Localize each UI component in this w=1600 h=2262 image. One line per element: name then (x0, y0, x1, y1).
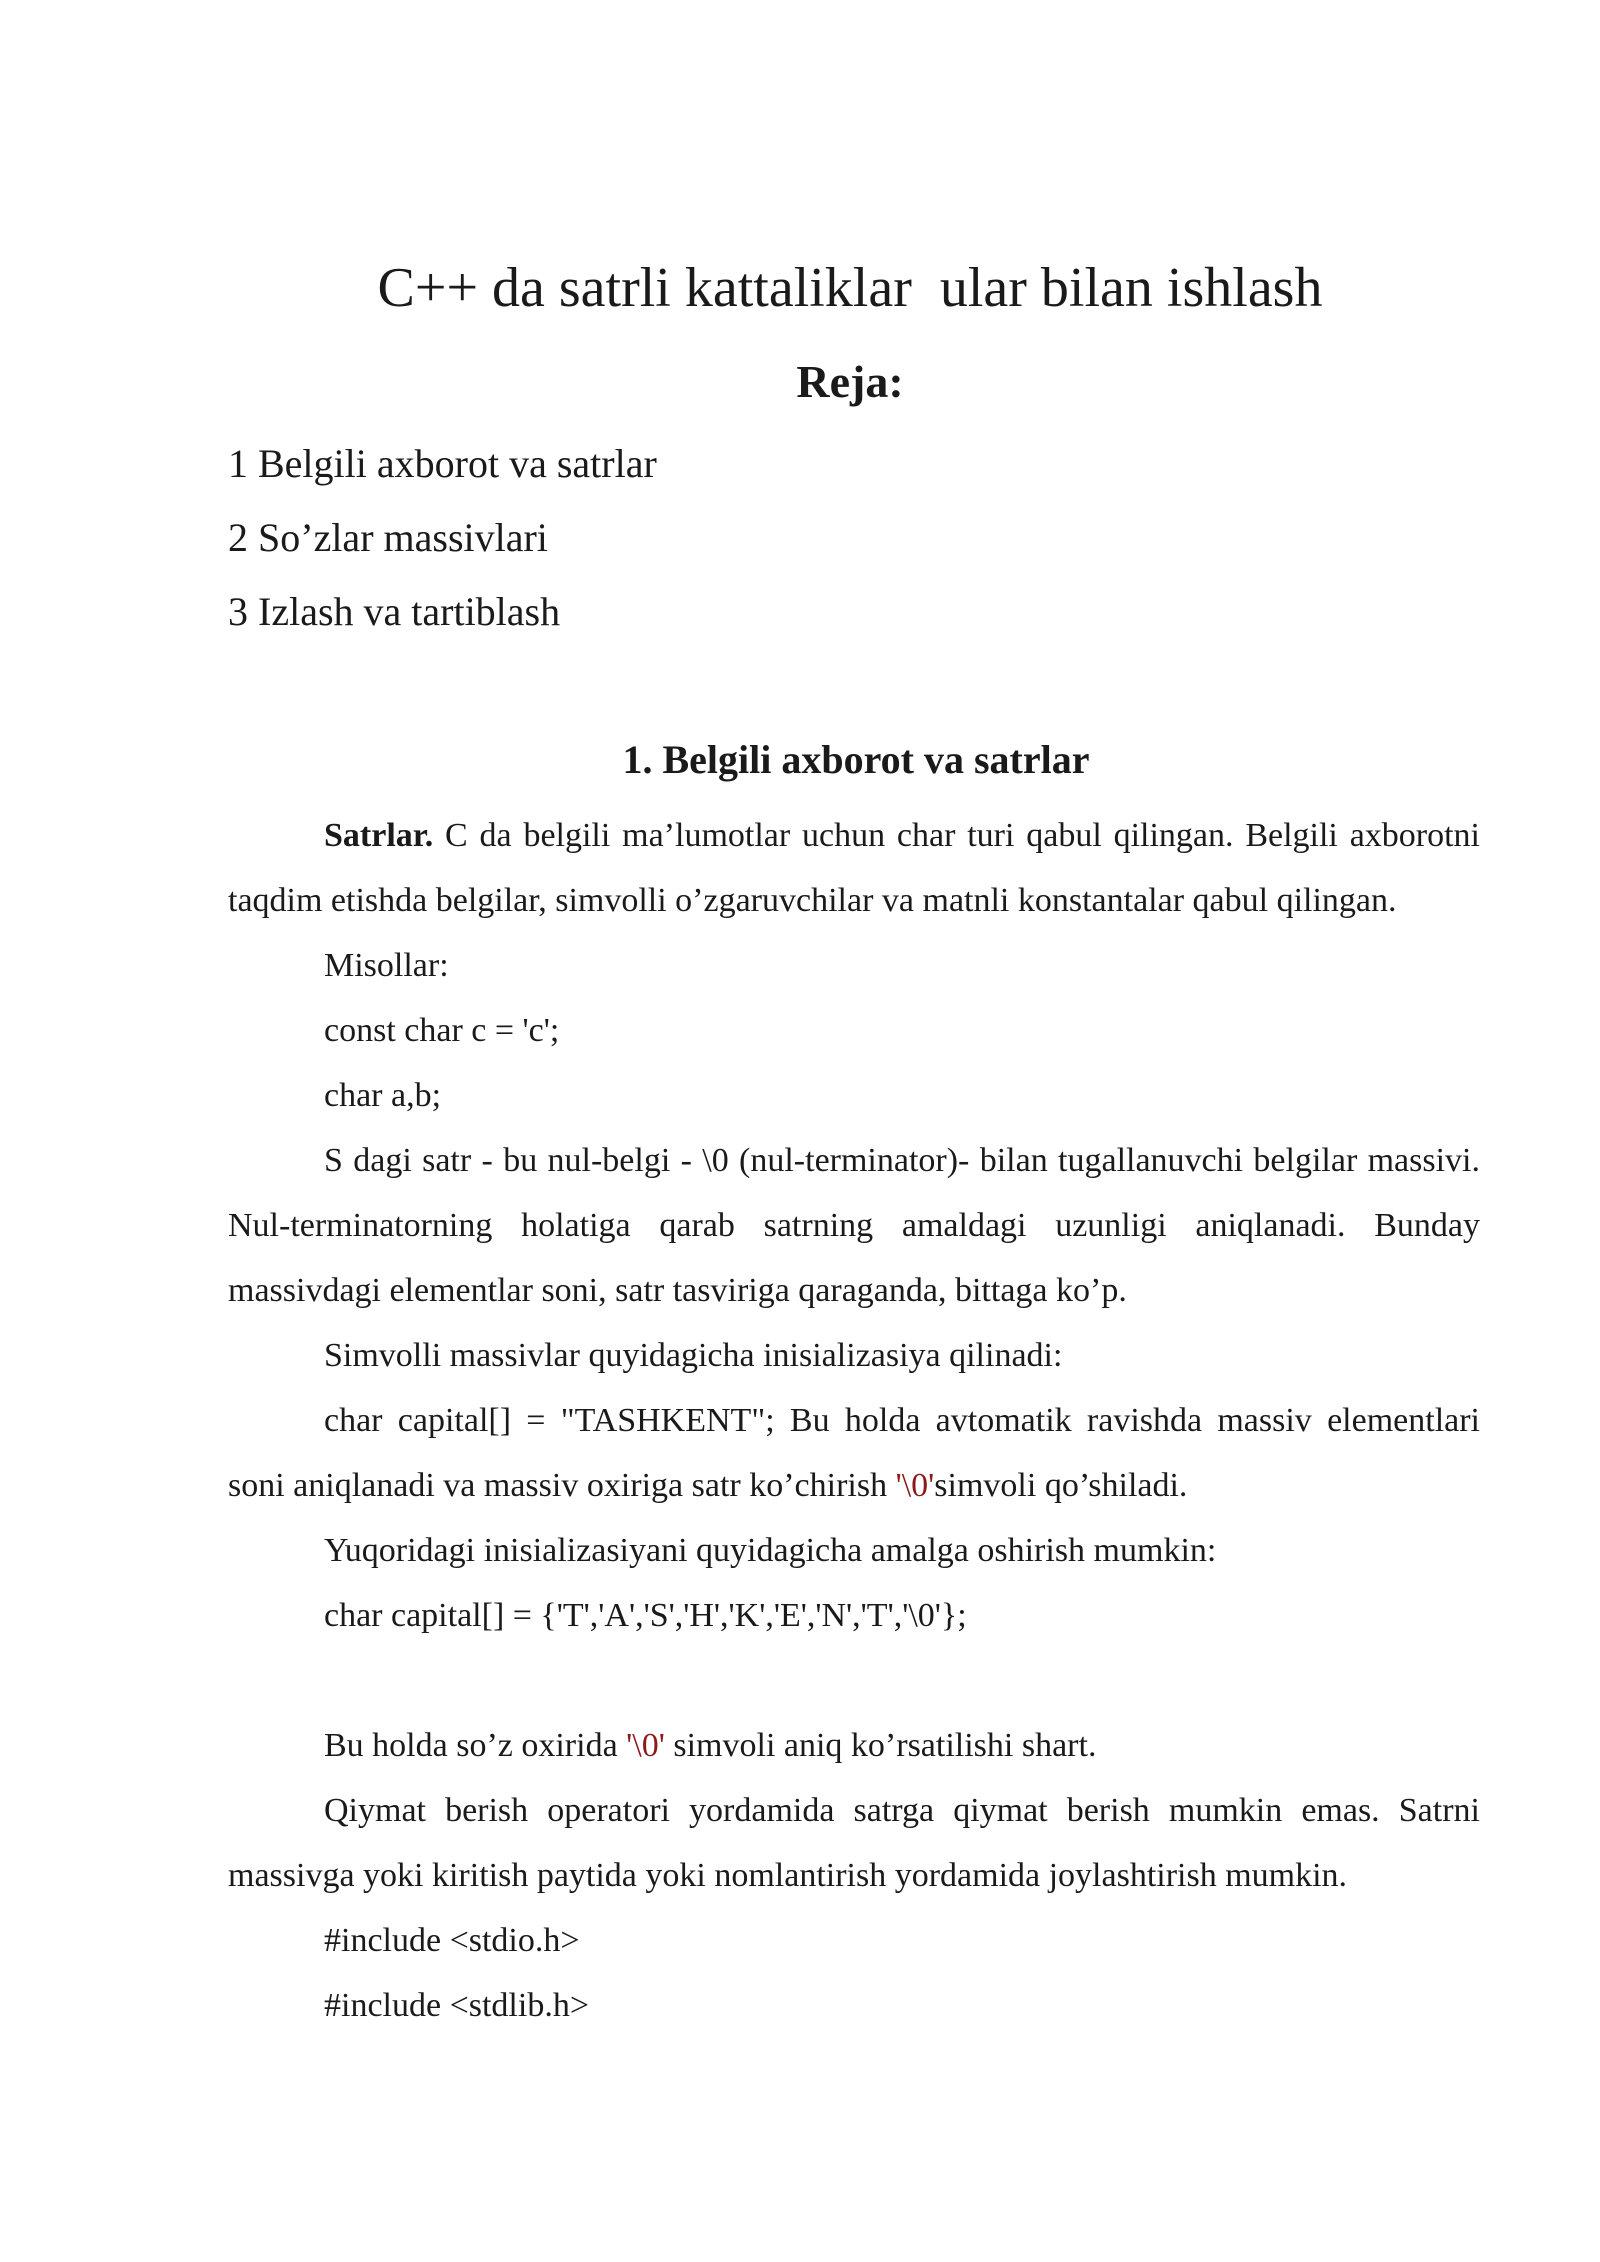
plan-item: 1 Belgili axborot va satrlar (228, 441, 657, 486)
paragraph-explicit-null (228, 1713, 1480, 1778)
document-title: C++ da satrli kattaliklar ular bilan ishlash (377, 257, 1323, 319)
paragraph-text: char capital[] = "TASHKENT"; Bu holda avtomatik ravishda massiv elementlari soni aniqlanadi va massiv oxiriga satr ko’chirish (228, 1402, 1480, 1504)
paragraph-text: Bu holda so’z oxirida (324, 1727, 627, 1764)
paragraph-text: simvoli qo’shiladi. (934, 1467, 1188, 1504)
code-line: char a,b; (324, 1077, 442, 1114)
plan-list (228, 432, 657, 654)
code-snippet: '\0' (895, 1467, 935, 1504)
paragraph-initialization: Simvolli massivlar quyidagicha inisializasiya qilinadi: (324, 1337, 1063, 1374)
code-line: char capital[] = {'T','A','S','H','K','E','N','T','\0'}; (324, 1597, 967, 1634)
paragraph-intro (228, 803, 1480, 933)
paragraph-examples-label: Misollar: (324, 947, 449, 984)
blank-line (228, 1648, 1480, 1713)
code-snippet: '\0' (626, 1727, 665, 1764)
plan-item: 2 So’zlar massivlari (228, 515, 548, 560)
plan-heading: Reja: (796, 356, 904, 407)
paragraph-alternative: Yuqoridagi inisializasiyani quyidagicha amalga oshirish mumkin: (324, 1532, 1217, 1569)
plan-item: 3 Izlash va tartiblash (228, 589, 561, 634)
section-heading: 1. Belgili axborot va satrlar (622, 737, 1090, 782)
code-line: #include <stdlib.h> (324, 1987, 589, 2024)
paragraph-assignment: Qiymat berish operatori yordamida satrga qiymat berish mumkin emas. Satrni massivga yoki kiritish paytida yoki nomlantirish yordamida joylashtirish mumkin. (228, 1792, 1480, 1894)
paragraph-null-terminator: S dagi satr - bu nul-belgi - \0 (nul-terminator)- bilan tugallanuvchi belgilar massivi. Nul-terminatorning holatiga qarab satrning amaldagi uzunligi aniqlanadi. Bunday massivdagi elementlar soni, satr tasviriga qaraganda, bittaga ko’p. (228, 1142, 1480, 1309)
paragraph-text: simvoli aniq ko’rsatilishi shart. (664, 1727, 1097, 1764)
code-line: const char c = 'c'; (324, 1012, 560, 1049)
paragraph-text: C da belgili ma’lumotlar uchun char turi qabul qilingan. Belgili axborotni taqdim etishda belgilar, simvolli o’zgaruvchilar va matnli konstantalar qabul qilingan. (228, 817, 1480, 919)
paragraph-capital-string (228, 1388, 1480, 1518)
body-text (228, 803, 1480, 2038)
code-line: #include <stdio.h> (324, 1922, 580, 1959)
paragraph-lead: Satrlar. (324, 817, 434, 854)
